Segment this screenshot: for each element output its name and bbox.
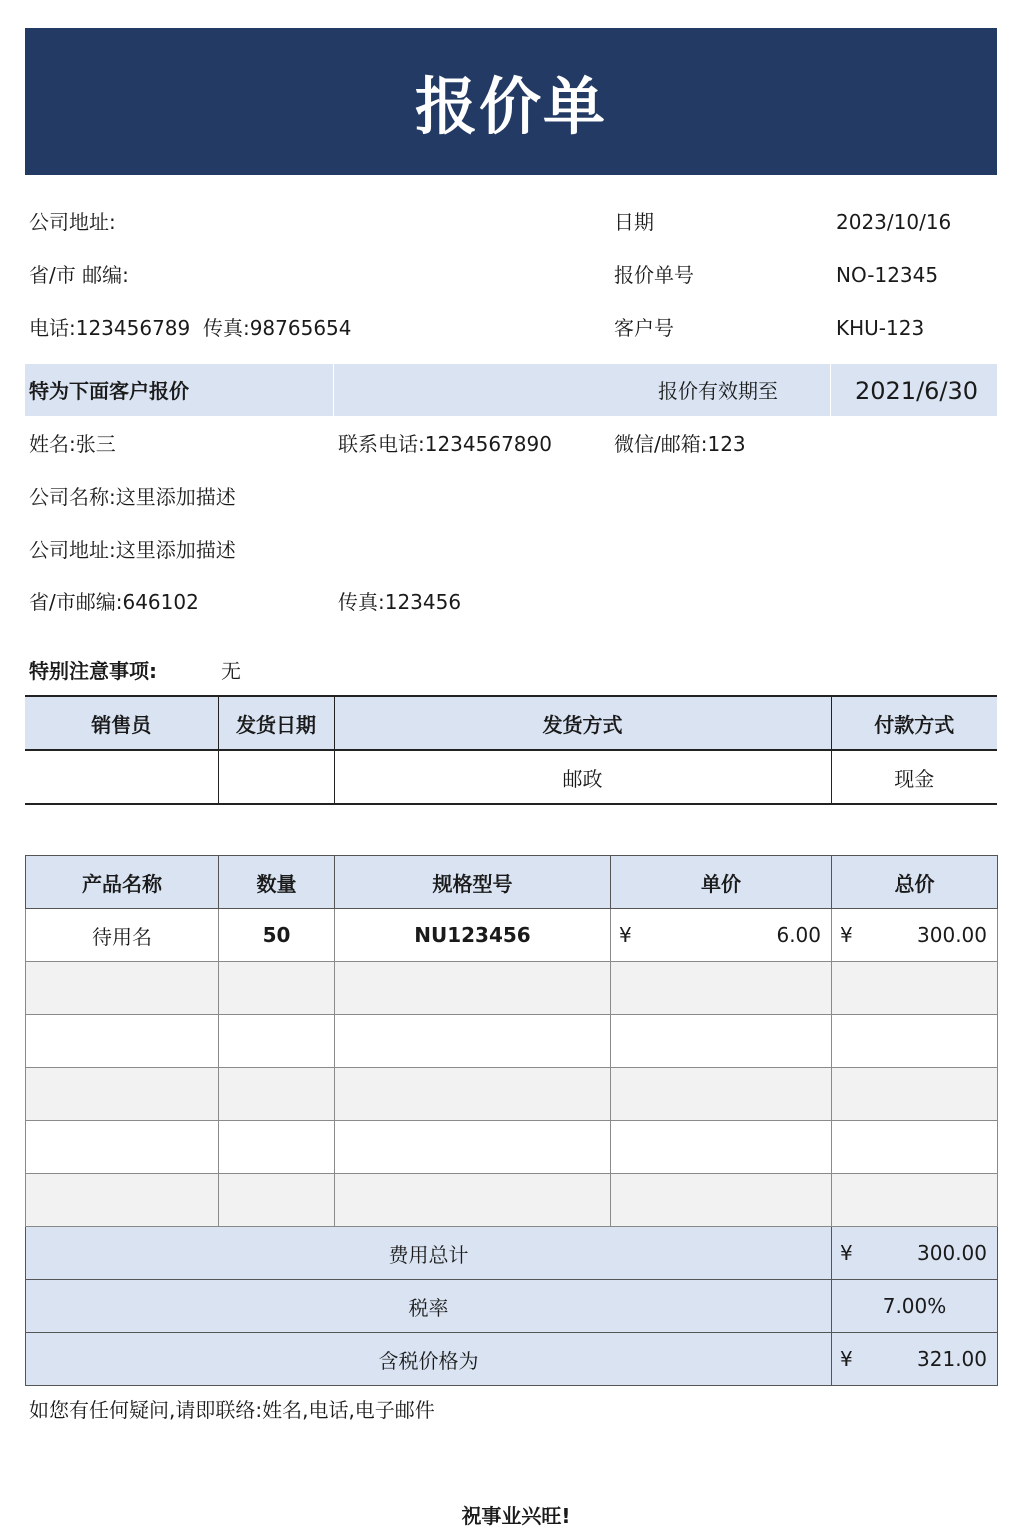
quantity-cell: 50 <box>219 909 335 962</box>
band-divider <box>830 364 831 416</box>
currency-symbol: ¥ <box>619 923 632 947</box>
company-address-label: 公司地址: <box>29 210 116 234</box>
total-price-value: 300.00 <box>917 923 987 947</box>
valid-until-label: 报价有效期至 <box>658 379 778 403</box>
ship-method-cell: 邮政 <box>334 750 831 804</box>
shipping-header-row <box>25 696 997 750</box>
header-ship-method: 发货方式 <box>334 696 831 750</box>
quote-no-value: NO-12345 <box>836 263 939 287</box>
customer-province-zip: 省/市邮编:646102 <box>29 590 199 614</box>
currency-symbol: ¥ <box>840 1241 853 1265</box>
product-table <box>25 855 998 1386</box>
table-row <box>26 1174 998 1227</box>
province-zip-label: 省/市 邮编: <box>29 263 129 287</box>
shipping-table <box>25 695 997 805</box>
header-salesperson: 销售员 <box>25 696 218 750</box>
table-row <box>26 1068 998 1121</box>
product-header-row <box>26 856 998 909</box>
model-cell: NU123456 <box>335 909 611 962</box>
grand-total-value: 321.00 <box>917 1347 987 1371</box>
subtotal-row <box>26 1227 998 1280</box>
header-payment-method: 付款方式 <box>831 696 997 750</box>
currency-symbol: ¥ <box>840 923 853 947</box>
grand-total-row <box>26 1333 998 1386</box>
customer-fax: 传真:123456 <box>338 590 462 614</box>
phone-fax: 电话:123456789 传真:98765654 <box>29 316 352 340</box>
header-total-price: 总价 <box>832 856 998 909</box>
table-row <box>26 962 998 1015</box>
unit-price-cell <box>611 909 832 962</box>
customer-company-address: 公司地址:这里添加描述 <box>29 538 236 562</box>
notes-value: 无 <box>221 659 241 683</box>
date-value: 2023/10/16 <box>836 210 952 234</box>
payment-method-cell: 现金 <box>831 750 997 804</box>
customer-no-label: 客户号 <box>614 316 674 340</box>
footer-contact: 如您有任何疑问,请即联络:姓名,电话,电子邮件 <box>29 1398 435 1422</box>
total-price-cell <box>832 909 998 962</box>
grand-total-cell <box>832 1333 998 1386</box>
header-unit-price: 单价 <box>611 856 832 909</box>
subtotal-value: 300.00 <box>917 1241 987 1265</box>
customer-wechat-email: 微信/邮箱:123 <box>614 432 746 456</box>
ship-date-cell <box>218 750 334 804</box>
subtotal-label: 费用总计 <box>26 1227 832 1280</box>
header-model: 规格型号 <box>335 856 611 909</box>
customer-phone: 联系电话:1234567890 <box>338 432 552 456</box>
notes-label: 特别注意事项: <box>29 659 157 683</box>
customer-band-heading: 特为下面客户报价 <box>29 379 189 403</box>
currency-symbol: ¥ <box>840 1347 853 1371</box>
tax-row <box>26 1280 998 1333</box>
subtotal-cell <box>832 1227 998 1280</box>
band-divider <box>333 364 334 416</box>
tax-label: 税率 <box>26 1280 832 1333</box>
valid-until-value: 2021/6/30 <box>855 377 979 405</box>
header-quantity: 数量 <box>219 856 335 909</box>
tax-value: 7.00% <box>832 1280 998 1333</box>
date-label: 日期 <box>614 210 654 234</box>
customer-name: 姓名:张三 <box>29 432 116 456</box>
salesperson-cell <box>25 750 218 804</box>
grand-total-label: 含税价格为 <box>26 1333 832 1386</box>
table-row <box>26 1121 998 1174</box>
page-title: 报价单 <box>25 28 997 175</box>
header-ship-date: 发货日期 <box>218 696 334 750</box>
shipping-row <box>25 750 997 804</box>
customer-company-name: 公司名称:这里添加描述 <box>29 485 236 509</box>
customer-no-value: KHU-123 <box>836 316 925 340</box>
footer-wish: 祝事业兴旺! <box>461 1504 571 1528</box>
header-product-name: 产品名称 <box>26 856 219 909</box>
quote-no-label: 报价单号 <box>614 263 694 287</box>
unit-price-value: 6.00 <box>776 923 821 947</box>
table-row <box>26 1015 998 1068</box>
table-row <box>26 909 998 962</box>
product-name-cell: 待用名 <box>26 909 219 962</box>
